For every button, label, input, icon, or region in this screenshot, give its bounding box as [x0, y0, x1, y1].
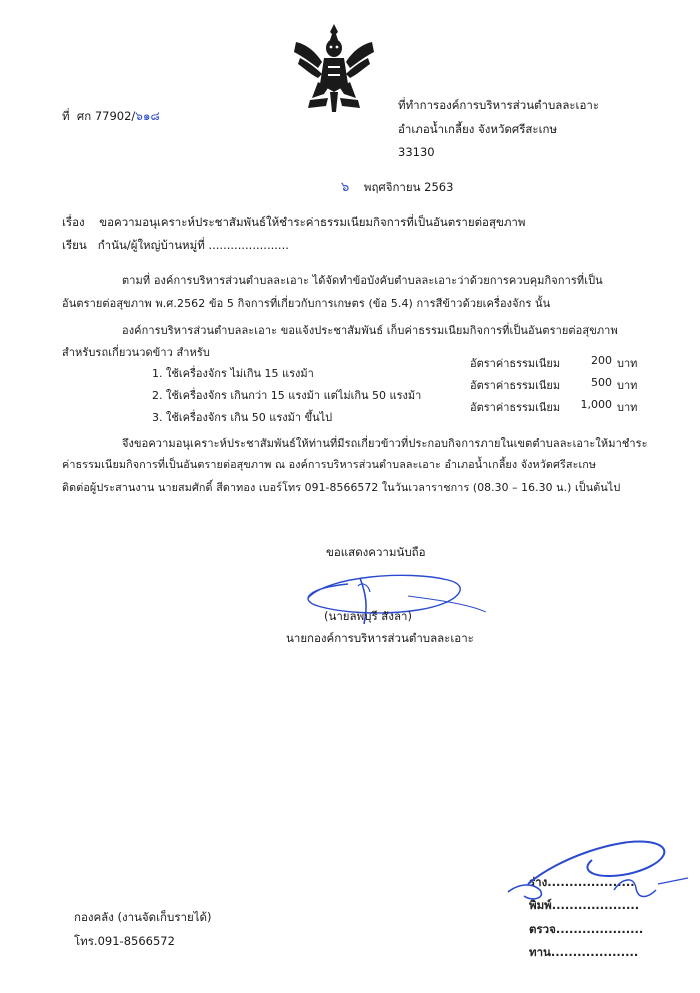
- ref-number: ศก 77902/: [76, 109, 136, 123]
- fee-item-1: 1. ใช้เครื่องจักร ไม่เกิน 15 แรงม้า: [152, 367, 314, 380]
- approval-checked: [529, 921, 643, 939]
- approval-reviewed-label: ทาน: [529, 945, 551, 959]
- fee-unit-2: บาท: [617, 379, 638, 392]
- paragraph-2-line-2: สำหรับรถเกี่ยวนวดข้าว สำหรับ: [62, 346, 210, 359]
- fee-unit-3: บาท: [617, 401, 638, 414]
- fee-item-3: 3. ใช้เครื่องจักร เกิน 50 แรงม้า ขึ้นไป: [152, 411, 333, 424]
- department-name: กองคลัง (งานจัดเก็บรายได้): [74, 910, 212, 924]
- paragraph-3-line-1: จึงขอความอนุเคราะห์ประชาสัมพันธ์ให้ท่านที่มีรถเกี่ยวข้าวที่ประกอบกิจการภายในเขตตำบลละเอาะให้มาชำระ: [122, 437, 648, 450]
- paragraph-3-line-3: ติดต่อผู้ประสานงาน นายสมศักดิ์ สีดาทอง เบอร์โทร 091-8566572 ในวันเวลาราชการ (08.30 – 16.30 น.) เป็นต้นไป: [62, 481, 621, 494]
- reference-number: [62, 107, 160, 126]
- approval-typed-label: พิมพ์: [529, 898, 552, 912]
- recipient-text: กำนัน/ผู้ใหญ่บ้านหมู่ที่ ......................: [97, 238, 289, 252]
- department-phone: โทร.091-8566572: [74, 934, 175, 948]
- approval-reviewed: [529, 944, 638, 962]
- fee-rate-label-1: อัตราค่าธรรมเนียม: [470, 357, 561, 370]
- fee-rate-label-2: อัตราค่าธรรมเนียม: [470, 379, 561, 392]
- fee-item-2: 2. ใช้เครื่องจักร เกินกว่า 15 แรงม้า แต่ไม่เกิน 50 แรงม้า: [152, 389, 422, 402]
- signer-name: (นายลพบุรี สังลา): [324, 609, 412, 623]
- fee-rate-label-3: อัตราค่าธรรมเนียม: [470, 401, 561, 414]
- subject-line: [62, 214, 525, 232]
- subject-text: ขอความอนุเคราะห์ประชาสัมพันธ์ให้ชำระค่าธรรมเนียมกิจการที่เป็นอันตรายต่อสุขภาพ: [99, 215, 526, 229]
- ref-handwritten-number: ๖๑๘: [135, 109, 160, 123]
- paragraph-1-line-1: ตามที่ องค์การบริหารส่วนตำบลละเอาะ ได้จัดทำข้อบังคับตำบลละเอาะว่าด้วยการควบคุมกิจการที่เป็น: [122, 274, 603, 287]
- sender-address-line-2: อำเภอน้ำเกลี้ยง จังหวัดศรีสะเกษ: [398, 122, 558, 136]
- date-day-handwritten: ๖: [341, 180, 350, 195]
- closing-regards: ขอแสดงความนับถือ: [326, 545, 426, 559]
- signer-title: นายกองค์การบริหารส่วนตำบลละเอาะ: [286, 631, 474, 645]
- fee-amount-3: 1,000: [580, 398, 612, 411]
- approval-checked-label: ตรวจ: [529, 922, 556, 936]
- approval-draft-dots: ....................: [547, 875, 635, 889]
- date-month-year: พฤศจิกายน 2563: [363, 180, 454, 194]
- approval-initials: [488, 828, 690, 914]
- paragraph-3-line-2: ค่าธรรมเนียมกิจการที่เป็นอันตรายต่อสุขภาพ ณ องค์การบริหารส่วนตำบลละเอาะ อำเภอน้ำเกลี้ยง จังหวัดศรีสะเกษ: [62, 458, 597, 471]
- paragraph-1-line-2: อันตรายต่อสุขภาพ พ.ศ.2562 ข้อ 5 กิจการที่เกี่ยวกับการเกษตร (ข้อ 5.4) การสีข้าวด้วยเครื่องจักร นั้น: [62, 297, 551, 310]
- recipient-label: เรียน: [62, 238, 87, 252]
- approval-reviewed-dots: ....................: [550, 945, 639, 959]
- fee-amount-1: 200: [591, 354, 612, 367]
- approval-typed-dots: ....................: [551, 898, 640, 912]
- ref-label: ที่: [62, 109, 70, 123]
- recipient-line: [62, 237, 289, 255]
- subject-label: เรื่อง: [62, 215, 85, 229]
- garuda-emblem: [292, 22, 376, 114]
- approval-draft-label: ร่าง: [529, 875, 548, 889]
- fee-amount-2: 500: [591, 376, 612, 389]
- paragraph-2-line-1: องค์การบริหารส่วนตำบลละเอาะ ขอแจ้งประชาสัมพันธ์ เก็บค่าธรรมเนียมกิจการที่เป็นอันตรายต่อสุขภาพ: [122, 324, 618, 337]
- sender-address-line-1: ที่ทำการองค์การบริหารส่วนตำบลละเอาะ: [398, 98, 600, 112]
- sender-postcode: 33130: [398, 145, 435, 159]
- approval-checked-dots: ....................: [555, 922, 644, 936]
- letter-date: [341, 176, 453, 197]
- fee-unit-1: บาท: [617, 357, 638, 370]
